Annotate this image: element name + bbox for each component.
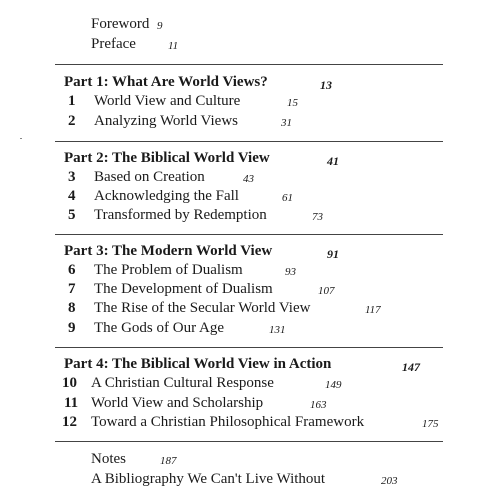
chapter-9-number: 9 [68,320,76,336]
foreword-page: 9 [157,20,163,32]
part-2-title: Part 2: The Biblical World View [64,150,270,166]
chapter-12-title: Toward a Christian Philosophical Framework [91,414,365,430]
chapter-1-number: 1 [68,93,76,109]
chapter-12-page: 175 [422,418,439,430]
chapter-10-page: 149 [325,379,342,391]
chapter-11-number: 11 [64,395,79,411]
chapter-2-page: 31 [281,117,292,129]
part-3-page: 91 [327,247,339,261]
chapter-7-title: The Development of Dualism [94,281,273,297]
chapter-2-title: Analyzing World Views [94,113,238,129]
chapter-1-title: World View and Culture [94,93,241,109]
divider [55,141,443,142]
chapter-2-number: 2 [68,113,76,129]
chapter-6-title: The Problem of Dualism [94,262,243,278]
bibliography-page: 203 [381,475,398,487]
chapter-5-page: 73 [312,211,323,223]
part-4-title: Part 4: The Biblical World View in Action [64,356,332,372]
preface-page: 11 [168,40,179,52]
chapter-3-number: 3 [68,169,76,185]
chapter-12-number: 12 [62,414,77,430]
stray-mark [20,138,22,139]
divider [55,347,443,348]
chapter-9-title: The Gods of Our Age [94,320,224,336]
divider [55,234,443,235]
chapter-4-page: 61 [282,192,293,204]
part-3-title: Part 3: The Modern World View [64,243,273,259]
chapter-10-number: 10 [62,375,77,391]
chapter-5-number: 5 [68,207,76,223]
part-1-page: 13 [320,78,332,92]
part-2-page: 41 [327,154,339,168]
divider [55,441,443,442]
part-1-title: Part 1: What Are World Views? [64,74,268,90]
chapter-11-page: 163 [310,399,327,411]
chapter-7-number: 7 [68,281,76,297]
notes-label: Notes [91,451,126,467]
chapter-11-title: World View and Scholarship [91,395,264,411]
chapter-8-number: 8 [68,300,76,316]
bibliography-label: A Bibliography We Can't Live Without [91,471,326,487]
chapter-7-page: 107 [318,285,335,297]
chapter-8-page: 117 [365,304,381,316]
chapter-5-title: Transformed by Redemption [94,207,267,223]
part-4-page: 147 [402,360,420,374]
chapter-1-page: 15 [287,97,298,109]
chapter-9-page: 131 [269,324,286,336]
notes-page: 187 [160,455,177,467]
chapter-8-title: The Rise of the Secular World View [94,300,311,316]
chapter-6-page: 93 [285,266,296,278]
foreword-label: Foreword [91,16,150,32]
chapter-10-title: A Christian Cultural Response [91,375,274,391]
chapter-4-title: Acknowledging the Fall [94,188,239,204]
chapter-3-title: Based on Creation [94,169,205,185]
chapter-4-number: 4 [68,188,76,204]
chapter-6-number: 6 [68,262,76,278]
preface-label: Preface [91,36,136,52]
chapter-3-page: 43 [243,173,254,185]
divider [55,64,443,65]
